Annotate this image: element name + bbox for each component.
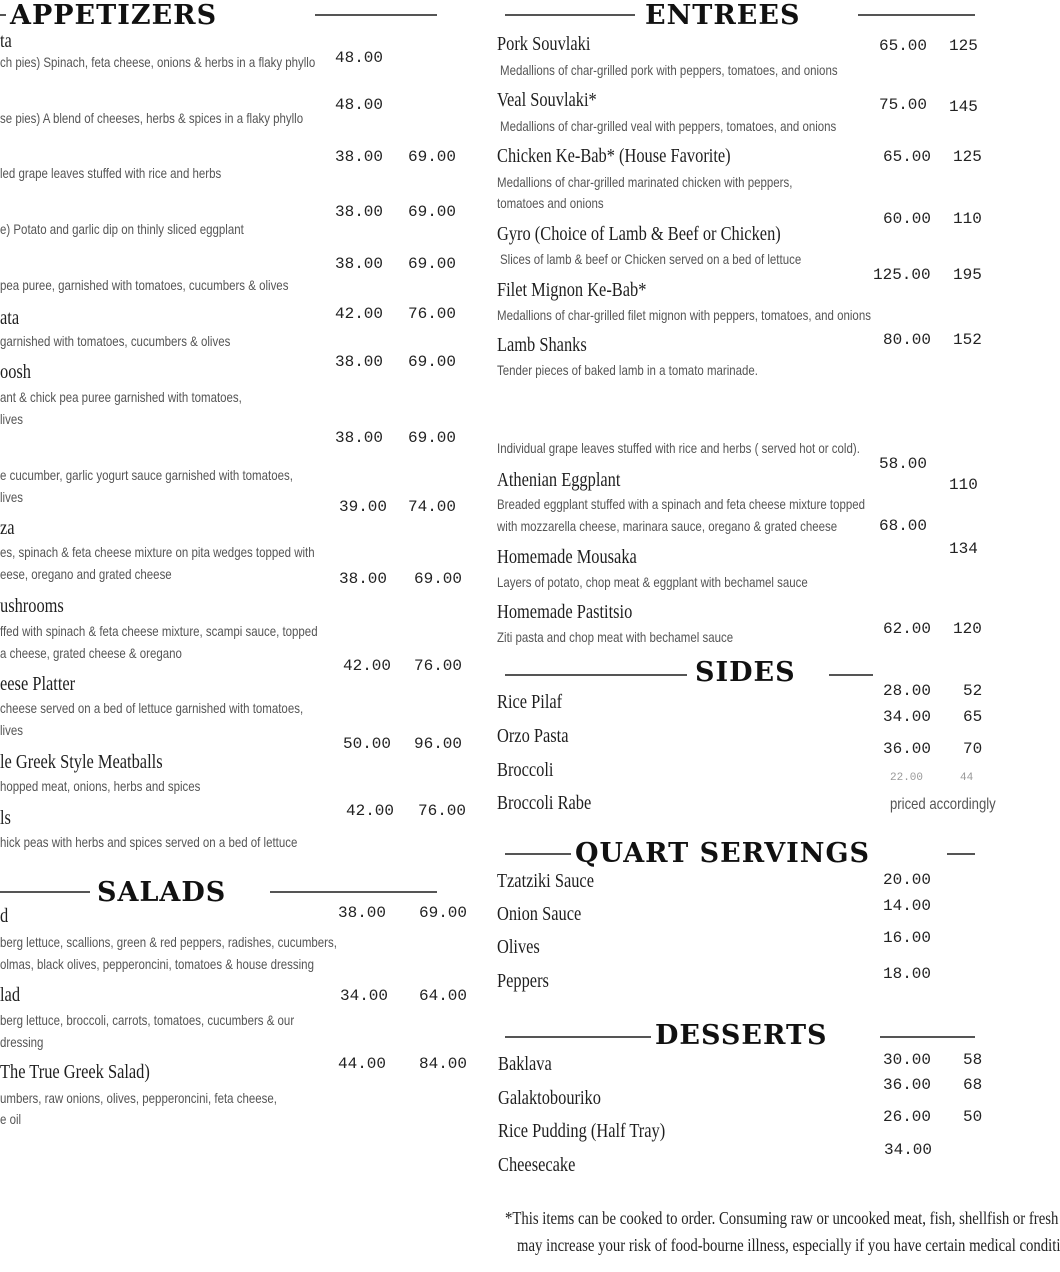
item-description: umbers, raw onions, olives, pepperoncini, feta cheese, <box>0 1090 277 1106</box>
price-half-tray: 65.00 <box>879 37 928 55</box>
item-name: Chicken Ke-Bab* (House Favorite) <box>497 145 731 167</box>
sides-note: priced accordingly <box>890 796 996 813</box>
item-name: The True Greek Salad) <box>0 1061 150 1083</box>
item-name: oosh <box>0 361 31 383</box>
price-full-tray: 110 <box>949 476 978 494</box>
item-description-cont: tomatoes and onions <box>497 195 604 211</box>
item-name: Galaktobouriko <box>498 1087 601 1109</box>
price-full-tray: 76.00 <box>418 802 467 820</box>
price-half-tray: 42.00 <box>346 802 395 820</box>
price-half-tray: 68.00 <box>879 517 928 535</box>
item-name: za <box>0 517 15 539</box>
item-description: ffed with spinach & feta cheese mixture, scampi sauce, topped <box>0 623 318 639</box>
price-half-tray: 125.00 <box>873 266 931 284</box>
item-description: led grape leaves stuffed with rice and herbs <box>0 165 222 181</box>
salads-rule-right <box>270 891 437 893</box>
appetizers-rule-left <box>0 14 6 16</box>
quart-rule-left <box>505 853 571 855</box>
price-half-tray: 38.00 <box>335 148 384 166</box>
sides-rule-right <box>829 674 873 676</box>
item-description: Medallions of char-grilled marinated chicken with peppers, <box>497 174 793 190</box>
price-half-tray: 34.00 <box>884 1141 933 1159</box>
price-full-tray: 69.00 <box>408 148 457 166</box>
price-full-tray: 125 <box>953 148 982 166</box>
item-name: ushrooms <box>0 595 64 617</box>
item-description: berg lettuce, broccoli, carrots, tomatoes, cucumbers & our <box>0 1012 295 1028</box>
item-name: ta <box>0 30 12 52</box>
item-name: Olives <box>497 936 540 958</box>
item-description: hick peas with herbs and spices served on a bed of lettuce <box>0 834 298 850</box>
item-description: e) Potato and garlic dip on thinly sliced eggplant <box>0 221 244 237</box>
entrees-rule-right <box>858 14 975 16</box>
price: 20.00 <box>883 871 932 889</box>
item-description: Layers of potato, chop meat & eggplant with bechamel sauce <box>497 574 808 590</box>
price-full-tray: 70 <box>963 740 983 758</box>
item-name: Pork Souvlaki <box>497 33 591 55</box>
item-description: pea puree, garnished with tomatoes, cucumbers & olives <box>0 277 289 293</box>
price-full-tray: 195 <box>953 266 982 284</box>
price-half-tray: 48.00 <box>335 49 384 67</box>
price-half-tray: 62.00 <box>883 620 932 638</box>
item-name: Rice Pilaf <box>497 691 563 713</box>
item-name: Peppers <box>497 970 549 992</box>
item-name: ls <box>0 807 11 829</box>
price-half-tray: 38.00 <box>335 353 384 371</box>
desserts-heading: DESSERTS <box>655 1020 828 1051</box>
price-half-tray: 34.00 <box>340 987 389 1005</box>
sides-rule-left <box>505 674 687 676</box>
item-description-cont: olmas, black olives, pepperoncini, tomatoes & house dressing <box>0 956 314 972</box>
price-half-tray: 26.00 <box>883 1108 932 1126</box>
desserts-rule-left <box>505 1036 651 1038</box>
item-name: Homemade Mousaka <box>497 546 637 568</box>
entrees-rule-left <box>505 14 635 16</box>
item-name: Rice Pudding (Half Tray) <box>498 1120 666 1142</box>
price-full-tray: 58 <box>963 1051 983 1069</box>
price-full-tray: 76.00 <box>414 657 463 675</box>
salads-heading: SALADS <box>97 877 227 908</box>
price-full-tray: 69.00 <box>408 353 457 371</box>
price-full-tray: 125 <box>949 37 978 55</box>
item-name: Gyro (Choice of Lamb & Beef or Chicken) <box>497 223 781 245</box>
item-description: ch pies) Spinach, feta cheese, onions & herbs in a flaky phyllo <box>0 54 316 70</box>
item-description-cont: lives <box>0 489 23 505</box>
price-half-tray: 38.00 <box>335 429 384 447</box>
item-description: Tender pieces of baked lamb in a tomato marinade. <box>497 362 759 378</box>
item-description: Ziti pasta and chop meat with bechamel sauce <box>497 629 734 645</box>
item-description: Medallions of char-grilled filet mignon with peppers, tomatoes, and onions <box>497 307 871 323</box>
price: 16.00 <box>883 929 932 947</box>
price-half-tray: 38.00 <box>339 570 388 588</box>
price-half-tray: 42.00 <box>343 657 392 675</box>
item-name: Broccoli <box>497 759 554 781</box>
price-half-tray: 38.00 <box>338 904 387 922</box>
price-full-tray: 76.00 <box>408 305 457 323</box>
item-description-cont: dressing <box>0 1034 44 1050</box>
item-description: Medallions of char-grilled pork with peppers, tomatoes, and onions <box>500 62 838 78</box>
price-half-tray: 28.00 <box>883 682 932 700</box>
price-full-tray: 68 <box>963 1076 983 1094</box>
price-half-tray: 38.00 <box>335 203 384 221</box>
price-full-tray: 69.00 <box>408 203 457 221</box>
price-full-tray: 69.00 <box>408 429 457 447</box>
price-half-tray: 50.00 <box>343 735 392 753</box>
price-full-tray: 65 <box>963 708 983 726</box>
price-half-tray: 22.00 <box>890 772 924 784</box>
price-full-tray: 110 <box>953 210 982 228</box>
price-half-tray: 58.00 <box>879 455 928 473</box>
price-half-tray: 38.00 <box>335 255 384 273</box>
price-half-tray: 36.00 <box>883 740 932 758</box>
item-description: cheese served on a bed of lettuce garnished with tomatoes, <box>0 700 304 716</box>
price-full-tray: 50 <box>963 1108 983 1126</box>
item-name: Veal Souvlaki* <box>497 89 597 111</box>
price-half-tray: 44.00 <box>338 1055 387 1073</box>
price-half-tray: 60.00 <box>883 210 932 228</box>
price-full-tray: 120 <box>953 620 982 638</box>
appetizers-heading: APPETIZERS <box>10 0 218 31</box>
price-half-tray: 65.00 <box>883 148 932 166</box>
price-half-tray: 39.00 <box>339 498 388 516</box>
appetizers-rule-right <box>315 14 437 16</box>
price-half-tray: 80.00 <box>883 331 932 349</box>
price-half-tray: 48.00 <box>335 96 384 114</box>
item-name: Broccoli Rabe <box>497 792 592 814</box>
item-name: Cheesecake <box>498 1154 576 1176</box>
item-description: se pies) A blend of cheeses, herbs & spices in a flaky phyllo <box>0 110 304 126</box>
item-name: Baklava <box>498 1053 552 1075</box>
price-full-tray: 69.00 <box>414 570 463 588</box>
item-name: eese Platter <box>0 673 76 695</box>
item-description: e cucumber, garlic yogurt sauce garnished with tomatoes, <box>0 467 293 483</box>
salads-rule-left <box>0 891 90 893</box>
price-half-tray: 42.00 <box>335 305 384 323</box>
item-description-cont: with mozzarella cheese, marinara sauce, oregano & grated cheese <box>497 518 838 534</box>
item-name: Orzo Pasta <box>497 725 569 747</box>
price-full-tray: 96.00 <box>414 735 463 753</box>
price-full-tray: 44 <box>960 772 974 784</box>
price: 14.00 <box>883 897 932 915</box>
quart-servings-heading: QUART SERVINGS <box>575 838 871 869</box>
price-full-tray: 69.00 <box>419 904 468 922</box>
item-name: Homemade Pastitsio <box>497 601 633 623</box>
price-half-tray: 34.00 <box>883 708 932 726</box>
price-half-tray: 36.00 <box>883 1076 932 1094</box>
price-half-tray: 30.00 <box>883 1051 932 1069</box>
desserts-rule-right <box>880 1036 975 1038</box>
item-name: Athenian Eggplant <box>497 469 621 491</box>
item-description: berg lettuce, scallions, green & red peppers, radishes, cucumbers, <box>0 934 337 950</box>
price-full-tray: 134 <box>949 540 978 558</box>
item-description: hopped meat, onions, herbs and spices <box>0 778 201 794</box>
item-description: ant & chick pea puree garnished with tomatoes, <box>0 389 242 405</box>
item-name: Onion Sauce <box>497 903 582 925</box>
sides-heading: SIDES <box>695 657 796 688</box>
item-name: le Greek Style Meatballs <box>0 751 163 773</box>
item-description: Medallions of char-grilled veal with peppers, tomatoes, and onions <box>500 118 837 134</box>
item-description-cont: lives <box>0 722 23 738</box>
item-description: Individual grape leaves stuffed with rice and herbs ( served hot or cold). <box>497 440 860 456</box>
item-name: Tzatziki Sauce <box>497 870 594 892</box>
quart-rule-right <box>947 853 975 855</box>
item-name: Filet Mignon Ke-Bab* <box>497 279 647 301</box>
price-full-tray: 84.00 <box>419 1055 468 1073</box>
item-description: es, spinach & feta cheese mixture on pita wedges topped with <box>0 544 315 560</box>
price-full-tray: 52 <box>963 682 983 700</box>
item-name: d <box>0 905 9 927</box>
price-half-tray: 75.00 <box>879 96 928 114</box>
item-name: ata <box>0 307 20 329</box>
item-description: Breaded eggplant stuffed with a spinach and feta cheese mixture topped <box>497 496 866 512</box>
footnote-line-1: *This items can be cooked to order. Consuming raw or uncooked meat, fish, shellfish or fresh <box>505 1208 1059 1228</box>
item-description-cont: lives <box>0 411 23 427</box>
footnote-line-2: may increase your risk of food-bourne illness, especially if you have certain medical conditi <box>517 1235 1060 1255</box>
item-name: lad <box>0 984 21 1006</box>
price-full-tray: 152 <box>953 331 982 349</box>
item-description-cont: e oil <box>0 1111 22 1127</box>
entrees-heading: ENTREES <box>645 0 801 31</box>
item-description: Slices of lamb & beef or Chicken served on a bed of lettuce <box>500 251 802 267</box>
item-description: garnished with tomatoes, cucumbers & olives <box>0 333 231 349</box>
price-full-tray: 69.00 <box>408 255 457 273</box>
price-full-tray: 64.00 <box>419 987 468 1005</box>
item-name: Lamb Shanks <box>497 334 587 356</box>
item-description-cont: eese, oregano and grated cheese <box>0 566 172 582</box>
price-full-tray: 74.00 <box>408 498 457 516</box>
price: 18.00 <box>883 965 932 983</box>
price-full-tray: 145 <box>949 98 978 116</box>
item-description-cont: a cheese, grated cheese & oregano <box>0 645 182 661</box>
